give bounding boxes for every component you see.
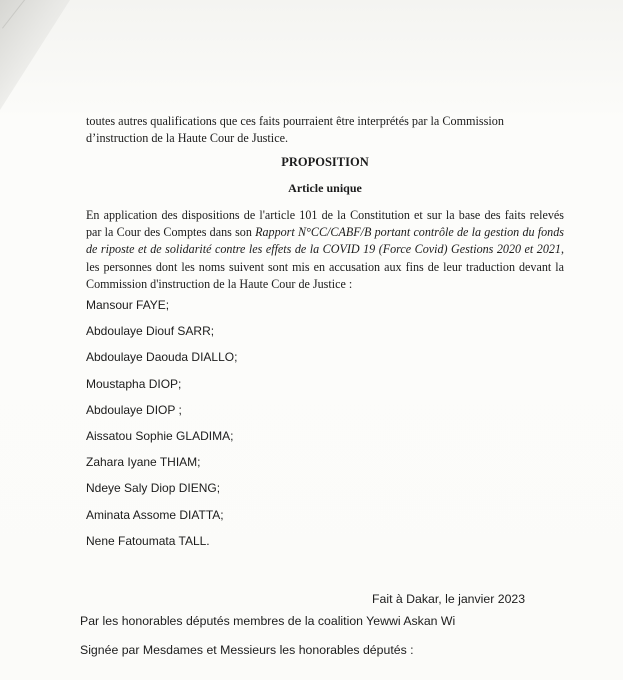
accused-name: Aminata Assome DIATTA; — [86, 507, 224, 522]
coalition-line: Par les honorables députés membres de la coalition Yewwi Askan Wi — [80, 614, 456, 628]
accused-name: Aissatou Sophie GLADIMA; — [86, 428, 234, 443]
section-heading: PROPOSITION — [281, 155, 369, 169]
article-paragraph — [86, 207, 564, 293]
place-date: Fait à Dakar, le janvier 2023 — [372, 592, 526, 606]
accused-list — [86, 296, 237, 558]
article-heading: Article unique — [288, 181, 362, 195]
accused-name: Ndeye Saly Diop DIENG; — [86, 481, 221, 496]
accused-name: Mansour FAYE; — [86, 298, 170, 312]
article-text-part1: En application des dispositions de l'article 101 de la Constitution et sur la base des faits relevés par la Cour des Comptes dans son — [86, 208, 564, 240]
accused-name: Abdoulaye DIOP ; — [86, 402, 182, 417]
accused-name: Nene Fatoumata TALL. — [86, 533, 210, 548]
accused-name: Abdoulaye Diouf SARR; — [86, 324, 215, 339]
accused-name: Abdoulaye Daouda DIALLO; — [86, 350, 238, 365]
report-title: Rapport N°CC/CABF/B portant contrôle de la gestion du fonds de riposte et de solidarité contre les effets de la COVID 19 (Force Covid) Gestions 2020 et 2021 — [86, 225, 564, 257]
accused-name: Zahara Iyane THIAM; — [86, 455, 201, 470]
accused-name: Moustapha DIOP; — [86, 376, 182, 391]
intro-paragraph: toutes autres qualifications que ces faits pourraient être interprétés par la Commission d’instruction de la Haute Cour de Justice. — [86, 114, 504, 145]
article-text-part2: , les personnes dont les noms suivent sont mis en accusation aux fins de leur traduction devant la Commission d'instruction de la Haute Cour de Justice : — [86, 242, 564, 291]
signatories-line: Signée par Mesdames et Messieurs les honorables députés : — [80, 643, 414, 657]
